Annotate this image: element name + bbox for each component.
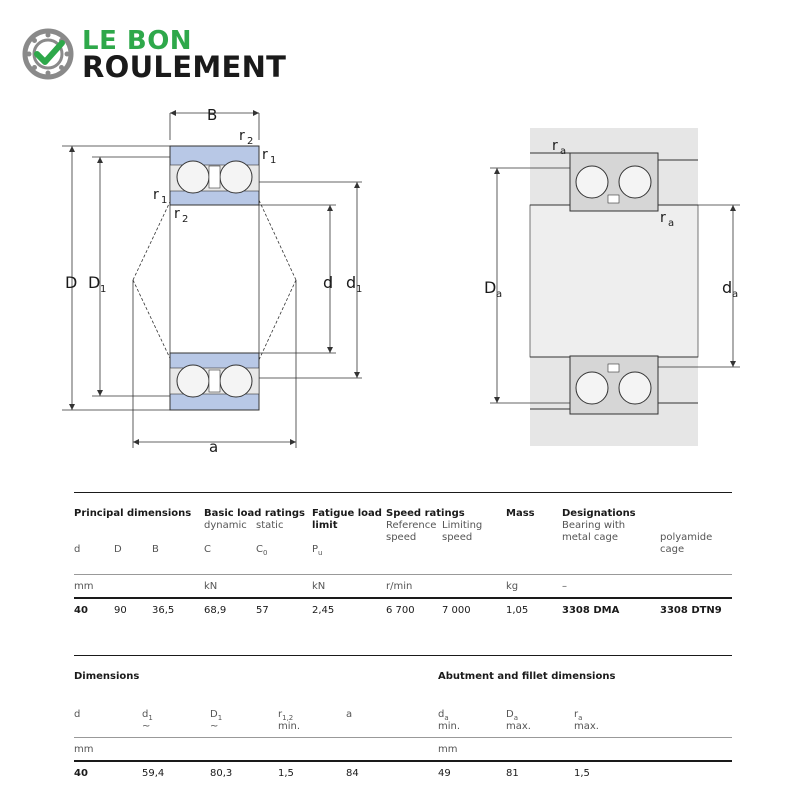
svg-text:1: 1 <box>161 195 168 206</box>
upper-section <box>170 146 259 205</box>
svg-text:a: a <box>209 438 219 456</box>
svg-text:r: r <box>239 128 245 144</box>
principal-dimensions-table: Principal dimensions Basic load ratings dynamic static Fatigue load limit Speed ratings Reference speed Limiting speed Mass Designations Bearing with metal cage polyamide cage d D B C $C_0$ $P_u$ mm kN kN r/min kg – 40 90 36,5 68,9 57 2,45 6 700 7 000 1,05 3308 DMA 3308 DTN9 <box>74 492 734 622</box>
principal-dimensions-header: Principal dimensions <box>74 508 192 519</box>
svg-text:r: r <box>660 210 666 226</box>
dimensions-header: Dimensions <box>74 671 140 682</box>
svg-text:a: a <box>668 218 675 229</box>
svg-text:1: 1 <box>270 155 277 166</box>
svg-text:a: a <box>496 289 503 300</box>
row-bore: 40 <box>74 605 88 616</box>
svg-text:r: r <box>262 147 268 163</box>
dimensions-table: Dimensions Abutment and fillet dimensions d $d_1$ ~ $D_1$ ~ $r_{1,2}$ min. a $d_a$ min. $D_a$ max. $r_a$ max. mm mm 40 59,4 80,3 1,5 84 49 81 1,5 <box>74 655 734 785</box>
svg-text:d: d <box>323 273 334 292</box>
brand-line-1: LE BON <box>82 26 193 56</box>
svg-text:a: a <box>560 146 567 157</box>
abutment-drawing <box>484 128 740 446</box>
basic-load-header: Basic load ratings <box>204 508 305 519</box>
svg-text:d: d <box>722 278 733 297</box>
designations-header: Designations <box>562 508 636 519</box>
svg-text:d: d <box>346 273 357 292</box>
abutment-header: Abutment and fillet dimensions <box>438 671 616 682</box>
designation-metal: 3308 DMA <box>562 605 620 616</box>
lower-section <box>170 353 259 410</box>
svg-text:B: B <box>207 106 218 124</box>
svg-text:2: 2 <box>247 136 254 147</box>
svg-text:1: 1 <box>356 284 363 295</box>
svg-text:r: r <box>153 187 159 203</box>
svg-text:r: r <box>174 206 180 222</box>
svg-text:2: 2 <box>182 214 189 225</box>
svg-text:1: 1 <box>100 284 107 295</box>
svg-text:D: D <box>484 278 497 297</box>
speed-ratings-header: Speed ratings <box>386 508 465 519</box>
svg-text:r: r <box>552 138 558 154</box>
designation-polyamide: 3308 DTN9 <box>660 605 722 616</box>
brand-line-2: ROULEMENT <box>82 50 287 84</box>
svg-text:D: D <box>65 273 78 292</box>
svg-text:D: D <box>88 273 101 292</box>
svg-text:a: a <box>732 289 739 300</box>
